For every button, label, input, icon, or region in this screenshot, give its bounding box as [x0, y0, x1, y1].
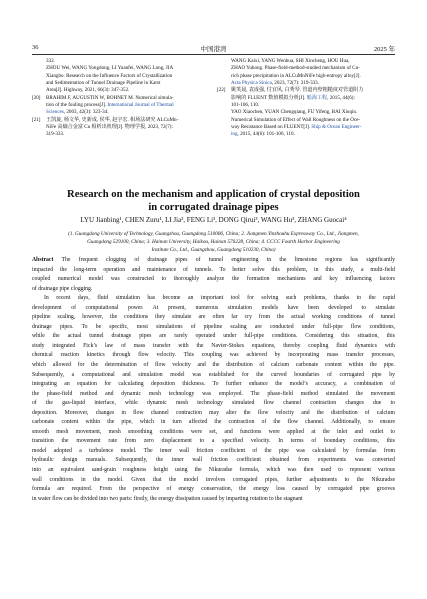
abstract-line: impacted the long-term operation and maintenance of tunnels. To better solve this problem, in this study, a multi-field: [32, 266, 395, 273]
header-rule: [32, 54, 395, 55]
abstract-line: the phase-field method and dynamic mesh technology was employed. The phase-field method simulated the movement: [32, 390, 395, 397]
abstract-line: carbonate content within the pipe, which in turn affected the contraction of the flow channel. Additionally, to ensure: [32, 419, 395, 426]
reference-line: way Resistance Based on FLUENT[J]. Ship & Ocean Engineer-: [231, 124, 362, 131]
abstract-line: integrating an equation for calculating deposition thickness. To further enhance the model’s accuracy, a combination of: [32, 381, 395, 388]
reference-journal-link: International Journal of Thermal: [107, 102, 174, 109]
abstract-line: In recent days, fluid simulation has become an important tool for solving such problems, thanks to the rapid: [44, 295, 395, 302]
abstract-line: deposition. Moreover, changes in flow channel contraction may alter the flow velocity and the distribution of calcium: [32, 409, 395, 416]
abstract-line: study integrated Fick’s law of mass transfer with the Navier-Stokes equations, thereby coupling fluid dynamics with: [32, 342, 395, 349]
reference-line: 影响的 FLUENT 数值模拟分析[J]. 船海工程, 2015, 44(6):: [231, 94, 355, 101]
reference-line: Area[J]. Highway, 2021, 66(3): 347-352.: [46, 87, 130, 94]
abstract-line: which allowed for the determination of flow velocity and the distribution of calcium carbonate content within the pipe.: [32, 362, 395, 369]
reference-line: Xiangbo. Research on the Influence Factors of Crystallization: [46, 72, 173, 79]
reference-line: BRAHIM F, AUGUSTIN W, BOHNET M. Numerical simula-: [46, 94, 174, 101]
reference-journal-link: Ship & Ocean Engineer-: [311, 124, 362, 131]
abstract-line: model adopted a turbulence model. The inner wall friction coefficient of the pipe was calculated by formulas from: [32, 447, 395, 454]
abstract-line: wall conditions in the model. Given that the model involves corrugated pipes, further adjustments to the Nikuradse: [32, 476, 395, 483]
abstract-line: Abstract The frequent clogging of drainage pipes of tunnel engineering in the limestone regions has significantly: [32, 257, 395, 263]
reference-line: YAO Xiaochen, YUAN Chengqiang, FU Yifeng, BAI Xiuqin.: [231, 109, 358, 116]
abstract-line: drainage pipes. To be specific, most simulations of pipeline scaling are conducted under full-pipe flow conditions,: [32, 323, 395, 330]
reference-line: NiFe 高熵合金富 Cu 相析出机理[J]. 物理学报, 2023, 72(7):: [46, 124, 173, 131]
abstract-line: of drainage pipe clogging.: [32, 285, 93, 292]
reference-line: and Sedimentation of Tunnel Drainage Pipeline in Karst: [46, 80, 161, 87]
reference-journal-link: Sciences: [46, 109, 64, 116]
abstract-line: transition the movement rate from zero displacement to a specified velocity. In terms of boundary conditions, this: [32, 438, 395, 445]
reference-line: ZHOU Wei, WANG Yongdong, LI Yuanfei, WANG Long, JIA: [46, 65, 174, 72]
reference-line: 王凯旋, 杨文华, 史新成, 侯华, 赵宇宏. 相场法研究 ALCuMn-: [46, 116, 179, 123]
abstract-line: of the gas-liquid interface, while dynamic mesh technology simulated flow channel contraction changes due to: [32, 400, 395, 407]
reference-entry: [32, 117, 210, 139]
reference-entry: [32, 58, 210, 95]
reference-entry: [217, 87, 395, 138]
reference-line: Acta Physica Sinica, 2023, 72(7): 319-333.: [231, 80, 320, 87]
abstract-line: hydraulic design manuals. Subsequently, the inner wall friction coefficient obtained from experiments was converted: [32, 457, 395, 464]
reference-number: [22]: [217, 87, 226, 94]
reference-line: rich phase precipitation in ALCuMnNiFe high-entropy alloy[J].: [231, 72, 361, 79]
article-title: [32, 188, 395, 214]
abstract-line: while the actual tunnel drainage pipes are rarely operated under full-pipe conditions. Considering this situation, this: [32, 333, 395, 340]
reference-number: [20]: [32, 94, 41, 101]
reference-entry: [32, 95, 210, 117]
page-number: 36: [32, 44, 39, 51]
reference-line: WANG Kaixi, YANG Wenhua, SHI Xincheng, HOU Hua,: [231, 58, 350, 64]
reference-line: ing, 2015, 44(6): 101-106, 110.: [231, 131, 295, 138]
abstract-line: chemical reaction kinetics through flow velocity. This coupling was achieved by incorporating mass transfer processes,: [32, 352, 395, 359]
reference-line: ZHAO Yuhong. Phase-field-method-studied mechanism of Cu-: [231, 65, 360, 72]
article-title-line: in corrugated drainage pipes: [148, 202, 279, 213]
references-left-column: [32, 58, 210, 139]
abstract-section: [32, 256, 395, 504]
journal-year: 2025 年: [373, 46, 395, 53]
affiliation-line: Guangdong 529100, China; 3. Hainan University, Haikou, Hainan 570228, China; 4. CCCC Fourth Harbor Engineering: [87, 239, 340, 246]
reference-number: [21]: [32, 116, 41, 123]
article-title-line: Research on the mechanism and application of crystal deposition: [67, 189, 360, 200]
running-header: [32, 44, 395, 54]
references-right-column: [217, 58, 395, 139]
abstract-line: Subsequently, a computational and simulation model was established for the curved boundaries of corrugated pipe by: [32, 371, 395, 378]
reference-line: 101-106, 110.: [231, 102, 260, 109]
abstract-line: pipeline scaling, however, the conditions they simulate are often far cry from the actual working conditions of tunnel: [32, 314, 395, 321]
abstract-line: coupled numerical model was constructed to thoroughly analyze the formation mechanisms and key influencing factors: [32, 276, 395, 283]
affiliations: [32, 230, 395, 255]
reference-journal-link: 船海工程: [306, 94, 328, 101]
affiliation-line: (1. Guangdong University of Technology, Guangzhou, Guangdong 510006, China; 2. Jiangmen Yinzhouhu Expressway Co., Ltd., Jiangmen,: [68, 231, 359, 237]
author-list: LYU Jianbing¹, CHEN Zuru¹, LI Jia², FENG Li³, DONG Qirui³, WANG Hu³, ZHANG Guocai⁴: [80, 216, 347, 224]
abstract-line: development of computational power. At present, numerous simulation models have been developed to simulate: [32, 304, 395, 311]
abstract-line: in water flow can be divided into two parts: firstly, the energy dissipation caused by imparting rotation to the stagnant: [32, 495, 303, 502]
abstract-line: smooth mesh movement, mesh smoothing conditions were set, and functions were applied at the inlet and outlet to: [32, 428, 395, 435]
abstract-label: Abstract: [32, 257, 54, 263]
abstract-line: formula are required. From the perspective of energy conservation, the energy loss caused by corrugated pipe grooves: [32, 486, 395, 493]
reference-line: Sciences, 2003, 42(3): 323-34.: [46, 109, 109, 116]
reference-line: 332.: [46, 58, 55, 64]
reference-line: tion of the fouling process[J]. International Journal of Thermal: [46, 102, 174, 109]
reference-line: 319-333.: [46, 131, 65, 138]
reference-line: Numerical Simulation of Effect of Wall Roughness on the Oce-: [231, 116, 361, 123]
reference-journal-link: Acta Physica Sinica: [231, 80, 272, 87]
reference-journal-link: ing: [231, 131, 238, 138]
reference-line: 姚笑晨, 袁成强, 付宜风, 白秀琴. 管道内壁粗糙度对管道阻力: [231, 87, 364, 94]
abstract-line: into an equivalent sand-grain roughness height using the Nikuradse formula, which was then used to represent various: [32, 467, 395, 474]
reference-entry: [217, 58, 395, 87]
affiliation-line: Institute Co., Ltd., Guangzhou, Guangdong 510230, China): [151, 247, 276, 254]
journal-name: 中国港湾: [200, 46, 227, 53]
